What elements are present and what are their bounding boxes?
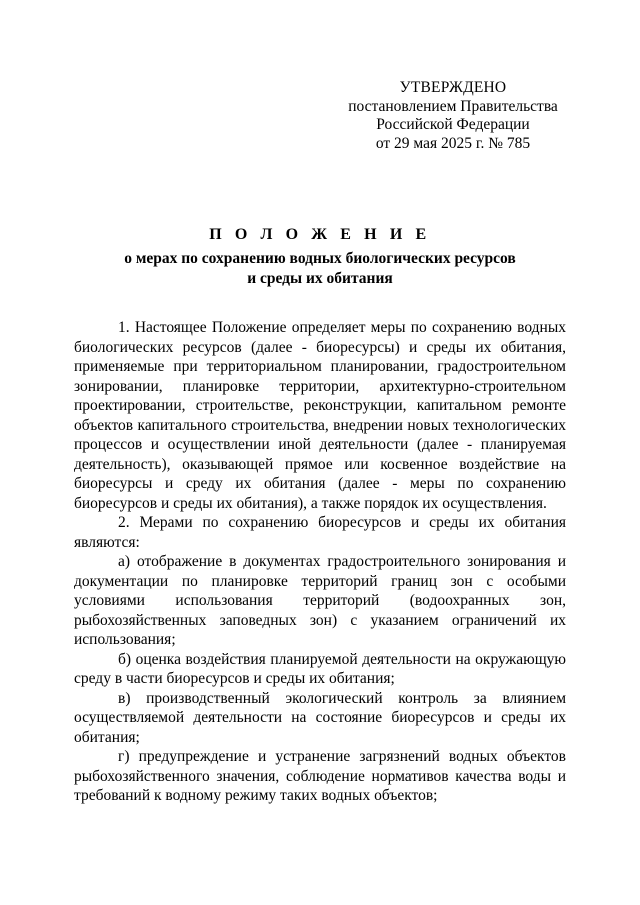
paragraph-2c: в) производственный экологический контроль за влиянием осуществляемой деятельности на состояние биоресурсов и среды их обитания; [74,689,566,746]
paragraph-2a: а) отображение в документах градостроительного зонирования и документации по планировке территорий границ зон с особыми условиями использования территорий (водоохранных зон, рыбохозяйственных заповедных зон) с указанием ограничений их использования; [74,553,566,648]
document-body [74,318,566,806]
approval-line-2: Российской Федерации [376,116,530,133]
approval-stamp [340,79,566,153]
document-title: П О Л О Ж Е Н И Е [209,226,431,243]
subtitle-line-2: и среды их обитания [247,270,393,287]
approval-word: УТВЕРЖДЕНО [399,79,507,96]
subtitle-line-1: о мерах по сохранению водных биологических ресурсов [124,250,516,267]
document-subtitle [70,249,570,289]
approval-line-3: от 29 мая 2025 г. № 785 [375,134,531,152]
paragraph-2b: б) оценка воздействия планируемой деятельности на окружающую среду в части биоресурсов и среды их обитания; [74,650,566,687]
paragraph-1: 1. Настоящее Положение определяет меры по сохранению водных биологических ресурсов (далее - биоресурсы) и среды их обитания, применяемые при территориальном планировании, градостроительном зонировании, планировке территории, архитектурно-строительном проектировании, строительстве, реконструкции, капитальном ремонте объектов капитального строительства, внедрении новых технологических процессов и осуществлении иной деятельности (далее - планируемая деятельность), оказывающей прямое или косвенное воздействие на биоресурсы и среду их обитания (далее - меры по сохранению биоресурсов и среды их обитания), а также порядок их осуществления. [74,319,566,512]
approval-line-1: постановлением Правительства [348,97,558,115]
paragraph-2: 2. Мерами по сохранению биоресурсов и среды их обитания являются: [74,514,566,551]
paragraph-2d: г) предупреждение и устранение загрязнений водных объектов рыбохозяйственного значения, соблюдение нормативов качества воды и требований к водному режиму таких водных объектов; [74,748,566,804]
